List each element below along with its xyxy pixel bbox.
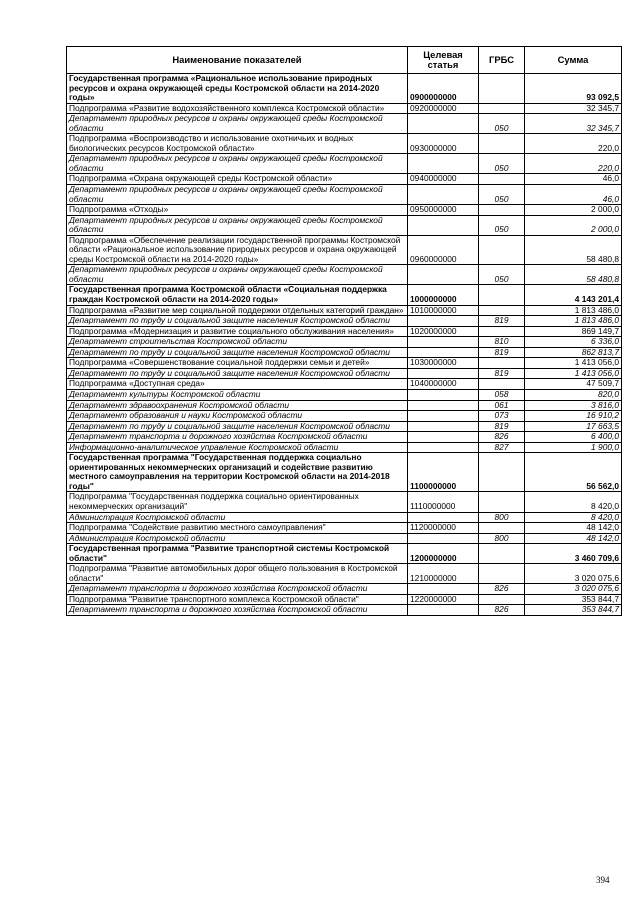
sum-cell: 56 562,0 xyxy=(525,453,622,492)
department-row xyxy=(67,265,622,285)
grbs-cell xyxy=(479,453,525,492)
page-number: 394 xyxy=(596,875,610,885)
grbs-cell: 058 xyxy=(479,389,525,400)
department-row xyxy=(67,400,622,411)
name-cell: Подпрограмма «Обеспечение реализации государственной программы Костромской области «Рациональное использование природных ресурсов и охрана окружающей среды Костромской области на 2014-2020 годы» xyxy=(67,235,408,265)
grbs-cell: 819 xyxy=(479,316,525,327)
header-sum: Сумма xyxy=(525,47,622,74)
sum-cell: 8 420,0 xyxy=(525,492,622,512)
name-cell: Департамент по труду и социальной защите населения Костромской области xyxy=(67,421,408,432)
grbs-cell xyxy=(479,492,525,512)
subprogram-row xyxy=(67,205,622,216)
sum-cell: 353 844,7 xyxy=(525,594,622,605)
name-cell: Подпрограмма «Развитие мер социальной поддержки отдельных категорий граждан» xyxy=(67,305,408,316)
budget-table xyxy=(66,46,622,616)
sum-cell: 3 020 075,6 xyxy=(525,564,622,584)
sum-cell: 1 900,0 xyxy=(525,442,622,453)
name-cell: Департамент транспорта и дорожного хозяйства Костромской области xyxy=(67,605,408,616)
grbs-cell: 050 xyxy=(479,154,525,174)
grbs-cell xyxy=(479,523,525,534)
subprogram-row xyxy=(67,379,622,390)
grbs-cell: 810 xyxy=(479,337,525,348)
target-article-cell: 0940000000 xyxy=(408,174,479,185)
target-article-cell xyxy=(408,347,479,358)
sum-cell: 2 000,0 xyxy=(525,205,622,216)
target-article-cell xyxy=(408,215,479,235)
name-cell: Подпрограмма "Развитие транспортного комплекса Костромской области" xyxy=(67,594,408,605)
target-article-cell: 1010000000 xyxy=(408,305,479,316)
department-row xyxy=(67,512,622,523)
department-row xyxy=(67,154,622,174)
department-row xyxy=(67,114,622,134)
target-article-cell xyxy=(408,337,479,348)
target-article-cell: 1100000000 xyxy=(408,453,479,492)
target-article-cell xyxy=(408,114,479,134)
name-cell: Информационно-аналитическое управление Костромской области xyxy=(67,442,408,453)
name-cell: Администрация Костромской области xyxy=(67,533,408,544)
subprogram-row xyxy=(67,564,622,584)
target-article-cell xyxy=(408,185,479,205)
grbs-cell xyxy=(479,326,525,337)
name-cell: Государственная программа "Государственная поддержка социально ориентированных некоммерческих организаций и содействие развитию местного самоуправления на территории Костромской области на 2014-2018 годы" xyxy=(67,453,408,492)
grbs-cell: 819 xyxy=(479,421,525,432)
sum-cell: 6 400,0 xyxy=(525,432,622,443)
subprogram-row xyxy=(67,235,622,265)
sum-cell: 3 816,0 xyxy=(525,400,622,411)
sum-cell: 58 480,8 xyxy=(525,265,622,285)
sum-cell: 8 420,0 xyxy=(525,512,622,523)
name-cell: Подпрограмма "Развитие автомобильных дорог общего пользования в Костромской области" xyxy=(67,564,408,584)
grbs-cell: 050 xyxy=(479,215,525,235)
target-article-cell: 1210000000 xyxy=(408,564,479,584)
name-cell: Подпрограмма «Совершенствование социальной поддержки семьи и детей» xyxy=(67,358,408,369)
target-article-cell xyxy=(408,584,479,595)
subprogram-row xyxy=(67,134,622,154)
sum-cell: 220,0 xyxy=(525,134,622,154)
target-article-cell xyxy=(408,411,479,422)
program-row xyxy=(67,285,622,305)
sum-cell: 46,0 xyxy=(525,174,622,185)
grbs-cell xyxy=(479,103,525,114)
target-article-cell: 1110000000 xyxy=(408,492,479,512)
name-cell: Государственная программа Костромской области «Социальная поддержка граждан Костромской области на 2014-2020 годы» xyxy=(67,285,408,305)
target-article-cell: 0920000000 xyxy=(408,103,479,114)
name-cell: Департамент культуры Костромской области xyxy=(67,389,408,400)
grbs-cell xyxy=(479,594,525,605)
target-article-cell: 1120000000 xyxy=(408,523,479,534)
grbs-cell: 050 xyxy=(479,265,525,285)
grbs-cell xyxy=(479,134,525,154)
grbs-cell: 073 xyxy=(479,411,525,422)
department-row xyxy=(67,389,622,400)
name-cell: Департамент природных ресурсов и охраны окружающей среды Костромской области xyxy=(67,215,408,235)
department-row xyxy=(67,605,622,616)
target-article-cell: 0900000000 xyxy=(408,74,479,104)
target-article-cell xyxy=(408,512,479,523)
sum-cell: 48 142,0 xyxy=(525,523,622,534)
department-row xyxy=(67,411,622,422)
subprogram-row xyxy=(67,174,622,185)
program-row xyxy=(67,74,622,104)
department-row xyxy=(67,368,622,379)
target-article-cell xyxy=(408,316,479,327)
name-cell: Департамент природных ресурсов и охраны окружающей среды Костромской области xyxy=(67,265,408,285)
name-cell: Подпрограмма «Доступная среда» xyxy=(67,379,408,390)
header-target-article: Целевая статья xyxy=(408,47,479,74)
grbs-cell xyxy=(479,74,525,104)
name-cell: Подпрограмма "Государственная поддержка социально ориентированных некоммерческих организаций" xyxy=(67,492,408,512)
target-article-cell xyxy=(408,389,479,400)
grbs-cell: 800 xyxy=(479,533,525,544)
grbs-cell: 827 xyxy=(479,442,525,453)
target-article-cell xyxy=(408,432,479,443)
subprogram-row xyxy=(67,305,622,316)
grbs-cell: 819 xyxy=(479,347,525,358)
sum-cell: 1 813 486,0 xyxy=(525,305,622,316)
grbs-cell xyxy=(479,379,525,390)
sum-cell: 869 149,7 xyxy=(525,326,622,337)
subprogram-row xyxy=(67,103,622,114)
name-cell: Департамент транспорта и дорожного хозяйства Костромской области xyxy=(67,432,408,443)
subprogram-row xyxy=(67,326,622,337)
department-row xyxy=(67,584,622,595)
target-article-cell: 1200000000 xyxy=(408,544,479,564)
name-cell: Государственная программа "Развитие транспортной системы Костромской области" xyxy=(67,544,408,564)
sum-cell: 48 142,0 xyxy=(525,533,622,544)
sum-cell: 3 460 709,6 xyxy=(525,544,622,564)
name-cell: Подпрограмма "Содействие развитию местного самоуправления" xyxy=(67,523,408,534)
sum-cell: 47 509,7 xyxy=(525,379,622,390)
name-cell: Государственная программа «Рациональное использование природных ресурсов и охрана окружающей среды Костромской области на 2014-2020 годы» xyxy=(67,74,408,104)
sum-cell: 1 413 056,0 xyxy=(525,368,622,379)
name-cell: Подпрограмма «Воспроизводство и использование охотничьих и водных биологических ресурсов Костромской области» xyxy=(67,134,408,154)
target-article-cell xyxy=(408,368,479,379)
grbs-cell: 826 xyxy=(479,605,525,616)
sum-cell: 6 336,0 xyxy=(525,337,622,348)
department-row xyxy=(67,432,622,443)
sum-cell: 16 910,2 xyxy=(525,411,622,422)
department-row xyxy=(67,316,622,327)
target-article-cell: 0950000000 xyxy=(408,205,479,216)
name-cell: Департамент природных ресурсов и охраны окружающей среды Костромской области xyxy=(67,114,408,134)
subprogram-row xyxy=(67,594,622,605)
sum-cell: 32 345,7 xyxy=(525,103,622,114)
grbs-cell xyxy=(479,285,525,305)
target-article-cell xyxy=(408,154,479,174)
sum-cell: 46,0 xyxy=(525,185,622,205)
grbs-cell: 050 xyxy=(479,114,525,134)
department-row xyxy=(67,337,622,348)
grbs-cell: 826 xyxy=(479,584,525,595)
target-article-cell xyxy=(408,400,479,411)
grbs-cell: 826 xyxy=(479,432,525,443)
subprogram-row xyxy=(67,492,622,512)
program-row xyxy=(67,544,622,564)
sum-cell: 58 480,8 xyxy=(525,235,622,265)
grbs-cell xyxy=(479,305,525,316)
target-article-cell: 1040000000 xyxy=(408,379,479,390)
name-cell: Департамент природных ресурсов и охраны окружающей среды Костромской области xyxy=(67,185,408,205)
name-cell: Департамент природных ресурсов и охраны окружающей среды Костромской области xyxy=(67,154,408,174)
name-cell: Департамент здравоохранения Костромской области xyxy=(67,400,408,411)
target-article-cell: 0960000000 xyxy=(408,235,479,265)
name-cell: Департамент образования и науки Костромской области xyxy=(67,411,408,422)
target-article-cell xyxy=(408,533,479,544)
sum-cell: 220,0 xyxy=(525,154,622,174)
name-cell: Департамент по труду и социальной защите населения Костромской области xyxy=(67,316,408,327)
name-cell: Подпрограмма «Модернизация и развитие социального обслуживания населения» xyxy=(67,326,408,337)
grbs-cell xyxy=(479,544,525,564)
sum-cell: 820,0 xyxy=(525,389,622,400)
department-row xyxy=(67,215,622,235)
sum-cell: 353 844,7 xyxy=(525,605,622,616)
grbs-cell xyxy=(479,205,525,216)
sum-cell: 2 000,0 xyxy=(525,215,622,235)
grbs-cell: 050 xyxy=(479,185,525,205)
grbs-cell xyxy=(479,235,525,265)
header-grbs: ГРБС xyxy=(479,47,525,74)
target-article-cell: 1030000000 xyxy=(408,358,479,369)
department-row xyxy=(67,347,622,358)
sum-cell: 32 345,7 xyxy=(525,114,622,134)
name-cell: Подпрограмма «Развитие водохозяйственного комплекса Костромской области» xyxy=(67,103,408,114)
grbs-cell xyxy=(479,174,525,185)
target-article-cell: 1020000000 xyxy=(408,326,479,337)
name-cell: Подпрограмма «Охрана окружающей среды Костромской области» xyxy=(67,174,408,185)
grbs-cell: 800 xyxy=(479,512,525,523)
sum-cell: 17 663,5 xyxy=(525,421,622,432)
target-article-cell xyxy=(408,442,479,453)
name-cell: Департамент транспорта и дорожного хозяйства Костромской области xyxy=(67,584,408,595)
grbs-cell: 061 xyxy=(479,400,525,411)
name-cell: Департамент по труду и социальной защите населения Костромской области xyxy=(67,368,408,379)
subprogram-row xyxy=(67,523,622,534)
grbs-cell: 819 xyxy=(479,368,525,379)
target-article-cell xyxy=(408,265,479,285)
name-cell: Департамент по труду и социальной защите населения Костромской области xyxy=(67,347,408,358)
header-name: Наименование показателей xyxy=(67,47,408,74)
sum-cell: 93 092,5 xyxy=(525,74,622,104)
target-article-cell: 0930000000 xyxy=(408,134,479,154)
sum-cell: 862 813,7 xyxy=(525,347,622,358)
name-cell: Департамент строительства Костромской области xyxy=(67,337,408,348)
department-row xyxy=(67,442,622,453)
grbs-cell xyxy=(479,564,525,584)
target-article-cell xyxy=(408,421,479,432)
table-header-row xyxy=(67,47,622,74)
sum-cell: 1 413 056,0 xyxy=(525,358,622,369)
program-row xyxy=(67,453,622,492)
target-article-cell: 1000000000 xyxy=(408,285,479,305)
target-article-cell: 1220000000 xyxy=(408,594,479,605)
department-row xyxy=(67,533,622,544)
sum-cell: 1 813 486,0 xyxy=(525,316,622,327)
name-cell: Администрация Костромской области xyxy=(67,512,408,523)
subprogram-row xyxy=(67,358,622,369)
department-row xyxy=(67,185,622,205)
name-cell: Подпрограмма «Отходы» xyxy=(67,205,408,216)
department-row xyxy=(67,421,622,432)
sum-cell: 3 020 075,6 xyxy=(525,584,622,595)
sum-cell: 4 143 201,4 xyxy=(525,285,622,305)
target-article-cell xyxy=(408,605,479,616)
grbs-cell xyxy=(479,358,525,369)
